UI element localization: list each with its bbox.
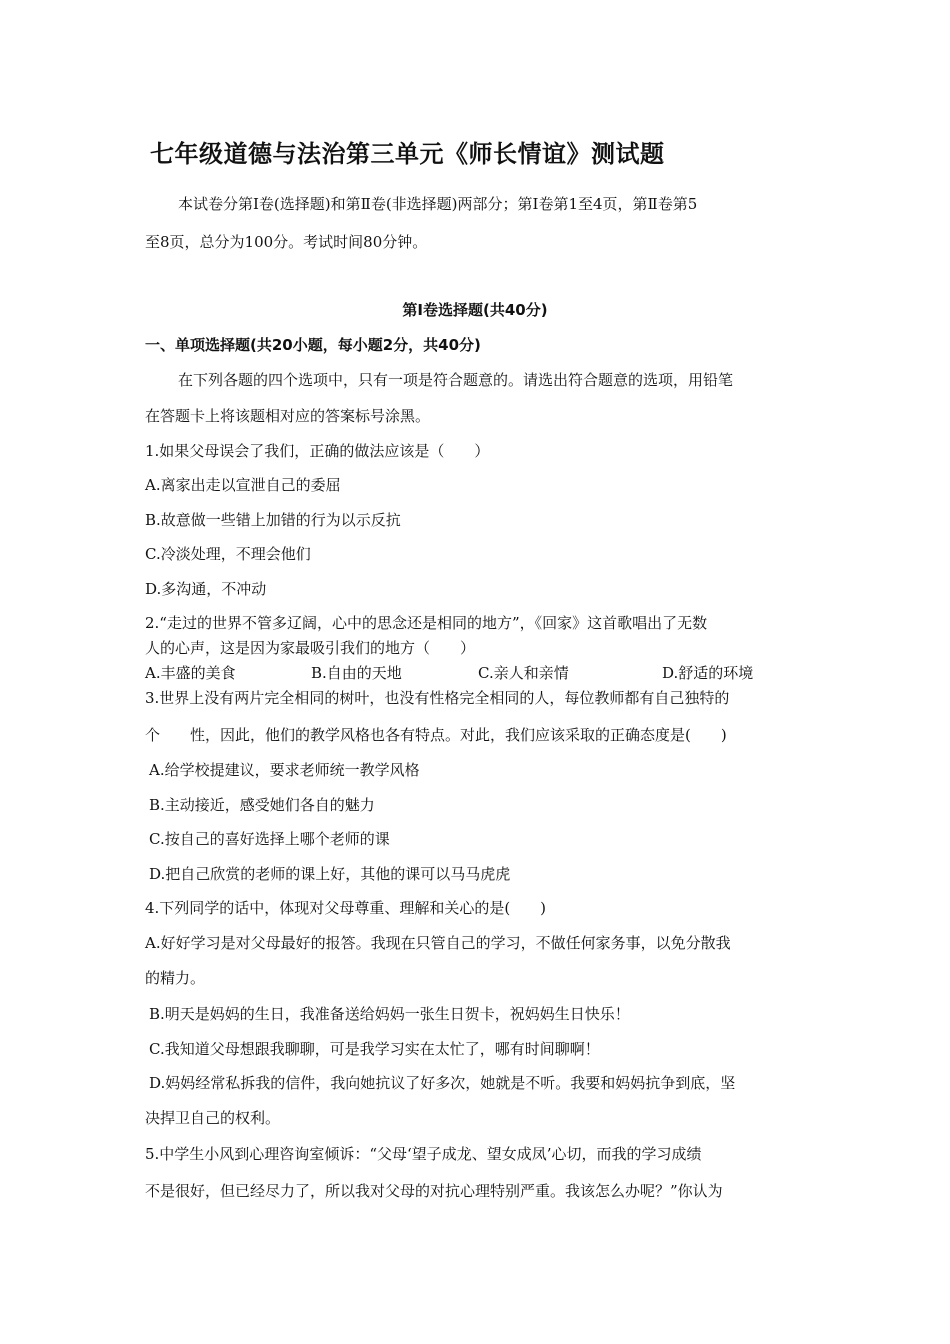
section1-heading: 一、单项选择题(共20小题，每小题2分，共40分) [145,336,481,354]
q3-stem-line-2: 个 性，因此，他们的教学风格也各有特点。对此，我们应该采取的正确态度是( ) [145,726,727,744]
instructions-line-1: 在下列各题的四个选项中，只有一项是符合题意的。请选出符合题意的选项，用铅笔 [178,371,734,389]
intro-line-1: 本试卷分第Ⅰ卷(选择题)和第Ⅱ卷(非选择题)两部分；第Ⅰ卷第1至4页，第Ⅱ卷第5 [178,195,698,213]
q2-option-a: A.丰盛的美食 [145,664,236,682]
q2-stem-line-1: 2.“走过的世界不管多辽阔，心中的思念还是相同的地方”，《回家》这首歌唱出了无数 [145,614,708,632]
q1-option-a: A.离家出走以宣泄自己的委屈 [145,476,341,494]
q4-option-a-line-1: A.好好学习是对父母最好的报答。我现在只管自己的学习，不做任何家务事，以免分散我 [145,934,731,952]
q1-option-d: D.多沟通，不冲动 [145,580,267,598]
q2-option-c: C.亲人和亲情 [478,664,569,682]
q3-option-b: B.主动接近，感受她们各自的魅力 [149,796,375,814]
q4-option-b: B.明天是妈妈的生日，我准备送给妈妈一张生日贺卡，祝妈妈生日快乐！ [149,1005,630,1023]
q1-option-b: B.故意做一些错上加错的行为以示反抗 [145,511,401,529]
q1-stem: 1.如果父母误会了我们，正确的做法应该是（ ） [145,442,490,460]
q1-option-c: C.冷淡处理，不理会他们 [145,545,311,563]
q3-option-d: D.把自己欣赏的老师的课上好，其他的课可以马马虎虎 [149,865,511,883]
q5-stem-line-2: 不是很好，但已经尽力了，所以我对父母的对抗心理特别严重。我该怎么办呢？”你认为 [145,1182,723,1200]
q2-option-b: B.自由的天地 [311,664,402,682]
instructions-line-2: 在答题卡上将该题相对应的答案标号涂黑。 [145,407,431,425]
exam-title: 七年级道德与法治第三单元《师长情谊》测试题 [150,140,665,168]
q4-stem: 4.下列同学的话中，体现对父母尊重、理解和关心的是( ) [145,899,547,917]
q3-option-c: C.按自己的喜好选择上哪个老师的课 [149,830,390,848]
q4-option-a-line-2: 的精力。 [145,969,206,987]
q2-stem-line-2: 人的心声，这是因为家最吸引我们的地方（ ） [145,639,476,657]
q3-option-a: A.给学校提建议，要求老师统一教学风格 [149,761,420,779]
q2-option-d: D.舒适的环境 [662,664,754,682]
q4-option-d-line-1: D.妈妈经常私拆我的信件，我向她抗议了好多次，她就是不听。我要和妈妈抗争到底，坚 [149,1074,736,1092]
q5-stem-line-1: 5.中学生小风到心理咨询室倾诉：“父母‘望子成龙、望女成凤’心切，而我的学习成绩 [145,1145,702,1163]
q3-stem-line-1: 3.世界上没有两片完全相同的树叶，也没有性格完全相同的人，每位教师都有自己独特的 [145,689,730,707]
q4-option-d-line-2: 决捍卫自己的权利。 [145,1109,281,1127]
intro-line-2: 至8页，总分为100分。考试时间80分钟。 [145,233,428,251]
q4-option-c: C.我知道父母想跟我聊聊，可是我学习实在太忙了，哪有时间聊啊！ [149,1040,600,1058]
part1-heading: 第Ⅰ卷选择题(共40分) [402,301,548,319]
